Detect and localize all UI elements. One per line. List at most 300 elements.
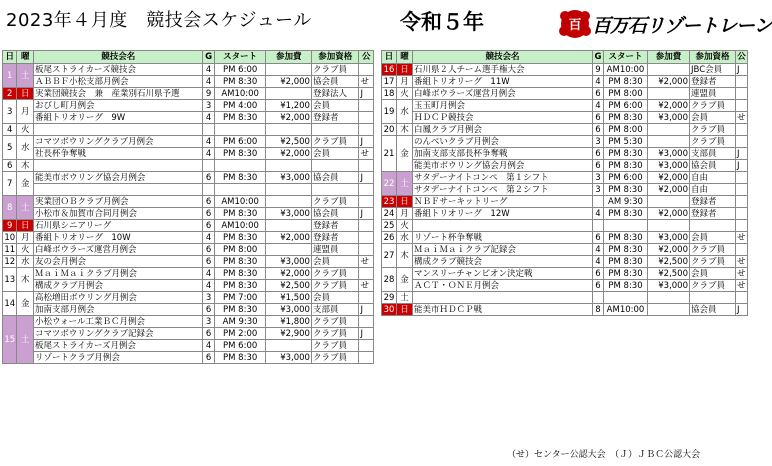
event-name-cell: ＡＢＢＦ小松支部月例会: [33, 76, 202, 88]
event-name-cell: サタデーナイトコンペ 第１シフト: [413, 172, 593, 184]
day-number-cell: 22: [382, 172, 397, 196]
sanction-cell: [359, 352, 374, 364]
event-name-cell: ＭａｉＭａｉクラブ記録会: [413, 244, 593, 256]
eligibility-cell: 連盟員: [690, 88, 736, 100]
eligibility-cell: 登録者: [690, 196, 736, 208]
entry-fee-cell: ¥2,000: [266, 148, 311, 160]
weekday-cell: 木: [17, 268, 34, 292]
eligibility-cell: クラブ員: [311, 340, 359, 352]
table-row: [3, 64, 374, 76]
event-name-cell: [33, 124, 202, 136]
start-time-cell: PM 6:00: [214, 136, 266, 148]
entry-fee-cell: ¥2,500: [648, 268, 690, 280]
day-number-cell: 3: [3, 100, 17, 124]
event-name-cell: リゾートクラブ月例会: [33, 352, 202, 364]
weekday-cell: 木: [397, 244, 413, 268]
entry-fee-cell: [266, 64, 311, 76]
game-count-cell: 9: [203, 88, 214, 100]
event-name-cell: ＨＤＣＰ競技会: [413, 112, 593, 124]
eligibility-cell: 協会員: [311, 76, 359, 88]
entry-fee-cell: ¥2,500: [266, 136, 311, 148]
day-number-cell: 14: [3, 292, 17, 316]
game-count-cell: 4: [593, 100, 604, 112]
table-row: [382, 124, 748, 136]
start-time-cell: PM 6:00: [604, 100, 648, 112]
column-header: 日: [3, 51, 17, 64]
sanction-cell: J: [359, 88, 374, 100]
sanction-cell: [359, 196, 374, 208]
event-name-cell: 実業団競技会 兼 産業別石川県予選: [33, 88, 202, 100]
event-name-cell: 板尾ストライカーズ競技会: [33, 64, 202, 76]
start-time-cell: PM 8:30: [604, 112, 648, 124]
sanction-cell: [736, 88, 748, 100]
entry-fee-cell: ¥3,000: [266, 256, 311, 268]
day-number-cell: 4: [3, 124, 17, 136]
weekday-cell: 日: [397, 64, 413, 76]
game-count-cell: 3: [593, 172, 604, 184]
event-name-cell: 加南支部支部長杯争奪戦: [413, 148, 593, 160]
game-count-cell: 6: [593, 112, 604, 124]
table-row: [382, 208, 748, 220]
day-number-cell: 23: [382, 196, 397, 208]
entry-fee-cell: [266, 196, 311, 208]
start-time-cell: [214, 124, 266, 136]
entry-fee-cell: ¥1,200: [266, 100, 311, 112]
game-count-cell: 3: [203, 100, 214, 112]
game-count-cell: [203, 160, 214, 172]
day-number-cell: 27: [382, 244, 397, 268]
event-name-cell: 白鳳クラブ月例会: [413, 124, 593, 136]
entry-fee-cell: ¥2,500: [266, 280, 311, 292]
event-name-cell: ＭａｉＭａｉクラブ月例会: [33, 268, 202, 280]
day-number-cell: 11: [4, 244, 16, 255]
table-row: [3, 100, 374, 112]
weekday-cell: 日: [17, 88, 34, 100]
start-time-cell: PM 8:30: [604, 256, 648, 268]
day-number-cell: 7: [3, 172, 17, 196]
entry-fee-cell: ¥3,000: [648, 232, 690, 244]
entry-fee-cell: [648, 220, 690, 232]
entry-fee-cell: [648, 124, 690, 136]
game-count-cell: 6: [203, 352, 214, 364]
sanction-cell: [359, 268, 374, 280]
event-name-cell: 能美市ボウリング協会月例会: [33, 172, 202, 184]
entry-fee-cell: ¥3,000: [648, 148, 690, 160]
event-name-cell: 構成クラブ月例会: [33, 280, 202, 292]
start-time-cell: PM 2:00: [214, 328, 266, 340]
game-count-cell: 6: [593, 148, 604, 160]
column-header: 参加資格: [311, 51, 359, 64]
eligibility-cell: 登録法人: [311, 88, 359, 100]
eligibility-cell: [311, 184, 359, 196]
sanction-cell: [736, 136, 748, 148]
start-time-cell: PM 8:30: [214, 352, 266, 364]
start-time-cell: PM 8:30: [604, 76, 648, 88]
event-name-cell: [33, 184, 202, 196]
day-number-cell: 2: [3, 88, 17, 100]
day-number-cell: 21: [382, 136, 397, 172]
game-count-cell: 6: [593, 232, 604, 244]
day-number-cell: 25: [382, 220, 397, 232]
table-row: [3, 208, 374, 220]
event-name-cell: 石川県シニアリーグ: [33, 220, 202, 232]
entry-fee-cell: ¥3,000: [266, 172, 311, 184]
entry-fee-cell: ¥2,000: [266, 232, 311, 244]
column-header: G: [203, 51, 214, 64]
game-count-cell: 4: [203, 64, 214, 76]
start-time-cell: PM 8:00: [214, 244, 266, 256]
start-time-cell: PM 8:30: [604, 244, 648, 256]
entry-fee-cell: ¥2,000: [266, 268, 311, 280]
weekday-cell: 水: [397, 100, 413, 124]
event-name-cell: 能美市ＨＤＣＰ戦: [413, 304, 593, 316]
game-count-cell: 6: [593, 268, 604, 280]
game-count-cell: 4: [203, 232, 214, 244]
event-name-cell: 番組トリオリーグ 12W: [413, 208, 593, 220]
start-time-cell: PM 8:30: [604, 268, 648, 280]
game-count-cell: [203, 184, 214, 196]
game-count-cell: 6: [593, 124, 604, 136]
event-name-cell: おびし町月例会: [33, 100, 202, 112]
eligibility-cell: クラブ員: [311, 268, 359, 280]
day-number-cell: 18: [382, 88, 397, 100]
event-name-cell: 小松市＆加賀市合同月例会: [33, 208, 202, 220]
table-row: [3, 160, 374, 172]
start-time-cell: [214, 160, 266, 172]
event-name-cell: 番組トリオリーグ 11W: [413, 76, 593, 88]
start-time-cell: PM 8:30: [604, 148, 648, 160]
day-number-cell: 30: [382, 304, 397, 316]
event-name-cell: 構成クラブ競技会: [413, 256, 593, 268]
game-count-cell: 6: [203, 256, 214, 268]
table-row: [382, 244, 748, 256]
event-name-cell: 小松ウォール工業ＢＣ月例会: [33, 316, 202, 328]
game-count-cell: [203, 124, 214, 136]
eligibility-cell: 登録者: [311, 220, 359, 232]
event-name-cell: 番組トリオリーグ 9W: [33, 112, 202, 124]
column-header: 日: [382, 51, 397, 64]
table-row: [3, 76, 374, 88]
sanction-cell: [736, 208, 748, 220]
event-name-cell: マンスリーチャンピオン決定戦: [413, 268, 593, 280]
eligibility-cell: [690, 220, 736, 232]
day-number-cell: 10: [4, 232, 16, 243]
table-row: [3, 352, 374, 364]
sanction-cell: J: [359, 136, 374, 148]
weekday-cell: 日: [397, 304, 413, 316]
sanction-cell: [736, 124, 748, 136]
start-time-cell: PM 8:30: [214, 208, 266, 220]
entry-fee-cell: ¥1,500: [266, 292, 311, 304]
entry-fee-cell: ¥3,000: [648, 280, 690, 292]
start-time-cell: PM 8:30: [604, 160, 648, 172]
logo-text: 百万石リゾートレーン: [592, 15, 772, 37]
table-row: [3, 268, 374, 280]
eligibility-cell: クラブ員: [690, 280, 736, 292]
weekday-cell: 金: [397, 268, 413, 292]
day-number-cell: 29: [382, 292, 397, 304]
table-row: [3, 292, 374, 304]
logo-emblem-icon: [558, 7, 592, 41]
column-header: G: [593, 51, 604, 64]
entry-fee-cell: [266, 160, 311, 172]
sanction-cell: [359, 316, 374, 328]
entry-fee-cell: [266, 88, 311, 100]
game-count-cell: 3: [593, 184, 604, 196]
game-count-cell: 3: [203, 292, 214, 304]
eligibility-cell: 登録者: [690, 76, 736, 88]
event-name-cell: コマツボウリングクラブ月例会: [33, 136, 202, 148]
sanction-cell: [736, 196, 748, 208]
schedule-table-right: [381, 50, 748, 316]
sanction-cell: [736, 244, 748, 256]
entry-fee-cell: ¥2,000: [266, 76, 311, 88]
entry-fee-cell: ¥3,000: [266, 352, 311, 364]
eligibility-cell: クラブ員: [690, 100, 736, 112]
column-header: 曜: [397, 51, 413, 64]
event-name-cell: 白峰ボウラーズ運営月例会: [33, 244, 202, 256]
table-row: [3, 196, 374, 208]
entry-fee-cell: ¥3,000: [266, 304, 311, 316]
eligibility-cell: 会員: [690, 268, 736, 280]
start-time-cell: PM 8:00: [604, 88, 648, 100]
schedule-table-left: [2, 50, 374, 364]
eligibility-cell: 登録者: [690, 208, 736, 220]
entry-fee-cell: ¥3,000: [648, 160, 690, 172]
sanction-cell: せ: [359, 280, 374, 292]
game-count-cell: 4: [593, 256, 604, 268]
sanction-cell: [359, 244, 374, 256]
table-row: [382, 64, 748, 76]
entry-fee-cell: ¥2,000: [648, 184, 690, 196]
eligibility-cell: クラブ員: [311, 136, 359, 148]
sanction-cell: [736, 76, 748, 88]
game-count-cell: 4: [203, 136, 214, 148]
entry-fee-cell: [266, 220, 311, 232]
start-time-cell: PM 8:00: [604, 124, 648, 136]
day-number-cell: 16: [382, 64, 397, 76]
sanction-cell: J: [359, 328, 374, 340]
brand-logo: [558, 6, 772, 42]
sanction-cell: J: [736, 160, 748, 172]
table-row: [3, 316, 374, 328]
event-name-cell: [413, 292, 593, 304]
start-time-cell: PM 8:30: [604, 232, 648, 244]
start-time-cell: PM 4:00: [214, 100, 266, 112]
eligibility-cell: [311, 160, 359, 172]
eligibility-cell: JBC会員: [690, 64, 736, 76]
event-name-cell: 能美市ボウリング協会月例会: [413, 160, 593, 172]
start-time-cell: PM 8:30: [214, 280, 266, 292]
sanction-cell: [359, 160, 374, 172]
weekday-cell: 土: [17, 64, 34, 88]
day-number-cell: 24: [382, 208, 397, 220]
table-row: [3, 232, 374, 244]
event-name-cell: 社長杯争奪戦: [33, 148, 202, 160]
table-row: [382, 184, 748, 196]
eligibility-cell: クラブ員: [690, 124, 736, 136]
game-count-cell: 4: [203, 148, 214, 160]
eligibility-cell: クラブ員: [690, 136, 736, 148]
sanction-cell: J: [736, 304, 748, 316]
event-name-cell: のんべいクラブ月例会: [413, 136, 593, 148]
weekday-cell: 月: [397, 76, 413, 88]
start-time-cell: PM 6:00: [214, 64, 266, 76]
start-time-cell: PM 8:30: [604, 208, 648, 220]
game-count-cell: 4: [593, 208, 604, 220]
start-time-cell: AM10:00: [214, 88, 266, 100]
eligibility-cell: 自由: [690, 172, 736, 184]
weekday-cell: 水: [397, 232, 413, 244]
day-number-cell: 20: [382, 124, 397, 136]
day-number-cell: 28: [382, 268, 397, 292]
eligibility-cell: クラブ員: [311, 196, 359, 208]
game-count-cell: 6: [203, 208, 214, 220]
entry-fee-cell: ¥1,800: [266, 316, 311, 328]
game-count-cell: 4: [203, 340, 214, 352]
weekday-cell: 水: [17, 256, 34, 268]
table-row: [3, 148, 374, 160]
event-name-cell: 高松増田ボウリング月例会: [33, 292, 202, 304]
sanction-cell: [359, 100, 374, 112]
start-time-cell: PM 8:30: [604, 184, 648, 196]
eligibility-cell: 支部員: [690, 148, 736, 160]
table-row: [3, 220, 374, 232]
table-row: [3, 112, 374, 124]
sanction-cell: せ: [737, 232, 746, 243]
sanction-cell: [359, 184, 374, 196]
sanction-cell: J: [736, 64, 748, 76]
game-count-cell: 8: [593, 304, 604, 316]
event-name-cell: 番組トリオリーグ 10W: [33, 232, 202, 244]
column-header: 参加資格: [690, 51, 736, 64]
table-row: [3, 124, 374, 136]
weekday-cell: 金: [17, 292, 34, 316]
event-name-cell: 玉玉町月例会: [413, 100, 593, 112]
eligibility-cell: 協会員: [311, 172, 359, 184]
start-time-cell: AM10:00: [214, 196, 266, 208]
game-count-cell: 6: [203, 244, 214, 256]
entry-fee-cell: [266, 340, 311, 352]
game-count-cell: 9: [593, 64, 604, 76]
eligibility-cell: クラブ員: [690, 244, 736, 256]
sanction-cell: [359, 112, 374, 124]
event-name-cell: リゾート杯争奪戦: [413, 232, 593, 244]
event-name-cell: コマツボウリングクラブ記録会: [33, 328, 202, 340]
event-name-cell: 白峰ボウラーズ運営月例会: [413, 88, 593, 100]
table-header-row: [382, 51, 748, 64]
eligibility-cell: 登録者: [311, 232, 359, 244]
table-row: [3, 172, 374, 184]
table-row: [3, 136, 374, 148]
weekday-cell: 火: [17, 124, 34, 136]
start-time-cell: AM10:00: [214, 220, 266, 232]
weekday-cell: 月: [17, 232, 34, 244]
entry-fee-cell: ¥2,000: [648, 76, 690, 88]
entry-fee-cell: ¥2,000: [266, 112, 311, 124]
eligibility-cell: 会員: [311, 148, 359, 160]
table-row: [382, 196, 748, 208]
game-count-cell: 3: [593, 136, 604, 148]
entry-fee-cell: [266, 244, 311, 256]
table-row: [382, 160, 748, 172]
sanction-cell: [359, 292, 374, 304]
game-count-cell: 6: [593, 88, 604, 100]
column-header: 参加費: [648, 51, 690, 64]
sanction-cell: [359, 64, 374, 76]
eligibility-cell: 登録者: [311, 112, 359, 124]
sanction-cell: [359, 340, 374, 352]
start-time-cell: [604, 220, 648, 232]
table-row: [3, 280, 374, 292]
table-row: [382, 112, 748, 124]
sanction-cell: [359, 220, 374, 232]
weekday-cell: 火: [397, 88, 413, 100]
start-time-cell: [604, 292, 648, 304]
weekday-cell: 金: [397, 136, 413, 172]
day-number-cell: 9: [3, 220, 17, 232]
start-time-cell: PM 8:30: [604, 280, 648, 292]
day-number-cell: 26: [382, 232, 397, 244]
start-time-cell: PM 6:00: [214, 340, 266, 352]
column-header: 曜: [17, 51, 34, 64]
entry-fee-cell: [648, 304, 690, 316]
day-number-cell: 17: [382, 76, 397, 88]
weekday-cell: 火: [17, 244, 34, 256]
weekday-cell: 土: [17, 196, 34, 220]
eligibility-cell: クラブ員: [311, 328, 359, 340]
game-count-cell: [593, 220, 604, 232]
day-number-cell: 15: [3, 316, 17, 364]
sanction-cell: [359, 124, 374, 136]
sanction-cell: せ: [737, 256, 746, 267]
column-header: 参加費: [266, 51, 311, 64]
game-count-cell: 6: [203, 196, 214, 208]
day-number-cell: 6: [3, 160, 17, 172]
start-time-cell: AM 9:30: [604, 196, 648, 208]
entry-fee-cell: ¥2,000: [648, 100, 690, 112]
event-name-cell: [413, 220, 593, 232]
entry-fee-cell: [648, 88, 690, 100]
sanction-cell: [359, 232, 374, 244]
table-row: [382, 100, 748, 112]
game-count-cell: 4: [203, 76, 214, 88]
game-count-cell: [593, 196, 604, 208]
weekday-cell: 火: [397, 220, 413, 232]
svg-text:百: 百: [568, 18, 582, 33]
column-header: 公: [359, 51, 374, 64]
game-count-cell: 4: [593, 76, 604, 88]
column-header: 競技会名: [413, 51, 593, 64]
era-year: 令和５年: [400, 10, 484, 34]
eligibility-cell: 自由: [690, 184, 736, 196]
column-header: スタート: [214, 51, 266, 64]
eligibility-cell: 会員: [311, 292, 359, 304]
entry-fee-cell: ¥2,500: [648, 256, 690, 268]
entry-fee-cell: ¥3,000: [266, 208, 311, 220]
eligibility-cell: 協会員: [690, 160, 736, 172]
start-time-cell: [214, 184, 266, 196]
game-count-cell: 3: [203, 316, 214, 328]
eligibility-cell: [690, 292, 736, 304]
table-row: [382, 268, 748, 280]
sanction-cell: [736, 184, 748, 196]
game-count-cell: 6: [593, 280, 604, 292]
game-count-cell: 6: [203, 304, 214, 316]
event-name-cell: [33, 160, 202, 172]
day-number-cell: 5: [3, 136, 17, 160]
weekday-cell: 木: [397, 124, 413, 136]
